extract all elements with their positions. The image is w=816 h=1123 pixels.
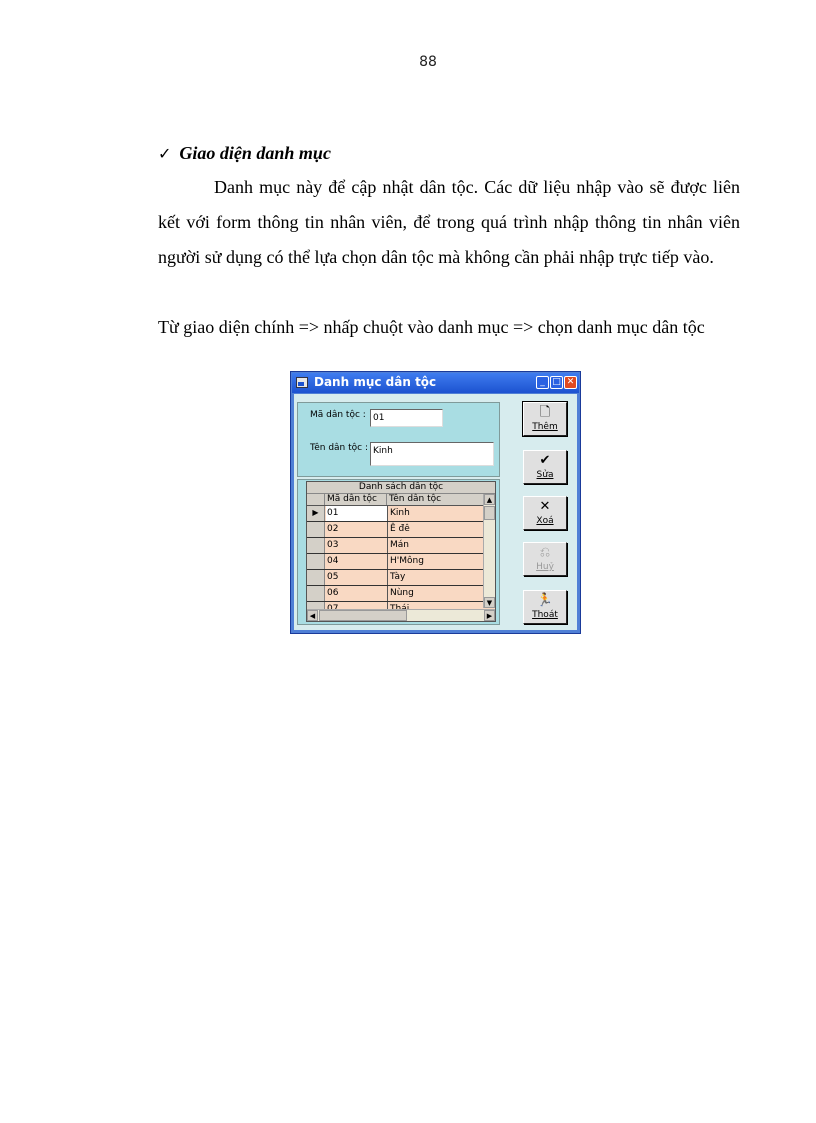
minimize-button[interactable]: _ xyxy=(536,376,549,389)
exit-runner-icon: 🏃 xyxy=(536,593,554,608)
row-selector[interactable] xyxy=(307,554,325,569)
xoa-button-label: Xoá xyxy=(536,516,554,526)
vertical-scroll-thumb[interactable] xyxy=(484,506,495,520)
close-button[interactable]: ✕ xyxy=(564,376,577,389)
grid-panel xyxy=(297,479,500,625)
cell-ma[interactable]: 02 xyxy=(326,522,388,537)
vertical-scrollbar[interactable] xyxy=(483,494,495,608)
app-icon xyxy=(296,377,308,388)
ten-dan-toc-label: Tên dân tộc : xyxy=(310,443,369,453)
cell-ten[interactable]: H'Mông xyxy=(390,556,424,566)
cell-ten[interactable]: Mán xyxy=(390,540,409,550)
them-button-label: Thêm xyxy=(532,422,558,432)
window-titlebar[interactable] xyxy=(292,373,579,393)
description-paragraph: Danh mục này để cập nhật dân tộc. Các dữ liệu nhập vào sẽ được liên kết với form thông tin nhân viên, để trong quá trình nhập thông tin nhân viên người sử dụng có thể lựa chọn dân tộc mà không cần phải nhập trực tiếp vào. xyxy=(158,177,740,267)
section-heading-text: Giao diện danh mục xyxy=(179,143,331,163)
cell-ten[interactable]: Kinh xyxy=(390,508,410,518)
window-client-area xyxy=(294,394,577,630)
table-row[interactable] xyxy=(307,570,485,586)
row-selector[interactable] xyxy=(307,538,325,553)
cell-ten[interactable]: Nùng xyxy=(390,588,414,598)
horizontal-scrollbar[interactable] xyxy=(307,609,495,621)
table-row[interactable] xyxy=(307,538,485,554)
page-number: 88 xyxy=(419,54,437,70)
maximize-button[interactable]: □ xyxy=(550,376,563,389)
cell-ma[interactable]: 06 xyxy=(326,586,388,601)
sua-button-label: Sửa xyxy=(536,470,554,480)
ethnicity-catalog-window xyxy=(290,371,581,634)
table-row[interactable] xyxy=(307,586,485,602)
cancel-icon: ⎌ xyxy=(539,545,551,560)
cell-ma[interactable]: 05 xyxy=(326,570,388,585)
edit-check-icon: ✔ xyxy=(539,453,551,468)
row-selector-header xyxy=(307,494,325,505)
thoat-button-label: Thoát xyxy=(532,610,558,620)
ma-dan-toc-input[interactable]: 01 xyxy=(370,409,443,427)
table-row[interactable] xyxy=(307,522,485,538)
grid-header xyxy=(307,494,485,506)
field-panel xyxy=(297,402,500,477)
grid-caption: Danh sách dân tộc xyxy=(307,482,495,494)
ma-dan-toc-label: Mã dân tộc : xyxy=(310,410,366,420)
scroll-right-arrow-icon[interactable]: ▶ xyxy=(484,610,495,621)
xoa-button[interactable] xyxy=(523,496,567,530)
huy-button-label: Huỷ xyxy=(536,562,554,572)
cell-ten[interactable]: Tày xyxy=(390,572,406,582)
scroll-down-arrow-icon[interactable]: ▼ xyxy=(484,597,495,608)
scroll-up-arrow-icon[interactable]: ▲ xyxy=(484,494,495,505)
ten-dan-toc-input[interactable]: Kinh xyxy=(370,442,494,466)
new-document-icon: 🗋 xyxy=(539,405,551,420)
table-row[interactable] xyxy=(307,506,485,522)
current-row-marker-icon: ▶ xyxy=(307,506,325,521)
cell-ma[interactable]: 01 xyxy=(326,506,388,521)
row-selector[interactable] xyxy=(307,570,325,585)
ethnicity-grid[interactable] xyxy=(306,481,496,622)
column-header-ma[interactable]: Mã dân tộc xyxy=(325,494,387,505)
cell-ma[interactable]: 04 xyxy=(326,554,388,569)
window-title: Danh mục dân tộc xyxy=(314,375,437,389)
column-header-ten[interactable]: Tên dân tộc xyxy=(387,494,485,505)
horizontal-scroll-thumb[interactable] xyxy=(319,610,407,621)
checkmark-icon: ✓ xyxy=(158,144,172,163)
huy-button[interactable] xyxy=(523,542,567,576)
them-button[interactable] xyxy=(523,402,567,436)
thoat-button[interactable] xyxy=(523,590,567,624)
cell-ma[interactable]: 03 xyxy=(326,538,388,553)
instruction-paragraph: Từ giao diện chính => nhấp chuột vào danh mục => chọn danh mục dân tộc xyxy=(158,317,705,337)
delete-x-icon: ✕ xyxy=(539,499,551,514)
section-heading xyxy=(158,143,331,164)
grid-rows xyxy=(307,506,485,618)
scroll-left-arrow-icon[interactable]: ◀ xyxy=(307,610,318,621)
sua-button[interactable] xyxy=(523,450,567,484)
row-selector[interactable] xyxy=(307,522,325,537)
row-selector[interactable] xyxy=(307,586,325,601)
table-row[interactable] xyxy=(307,554,485,570)
cell-ten[interactable]: Ê đê xyxy=(390,524,410,534)
